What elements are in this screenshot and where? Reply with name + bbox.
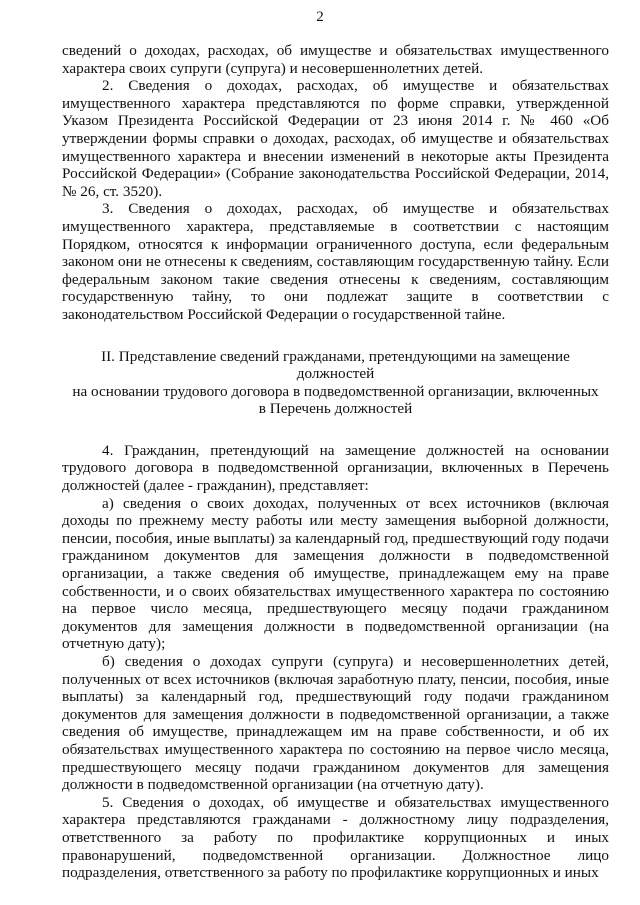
paragraph-3: 3. Сведения о доходах, расходах, об имуществе и обязательствах имущественного характера, представляемые в соответствии с настоящим Порядком, относятся к информации ограниченного доступа, если федеральным законом они не отнесены к сведениям, составляющим государственную тайну. Если федеральным законом такие сведения отнесены к сведениям, составляющим государственную тайну, то они подлежат защите в соответствии с законодательством Российской Федерации о государственной тайне. — [62, 200, 609, 323]
section-heading-line: на основании трудового договора в подведомственной организации, включенных — [72, 382, 599, 400]
paragraph-4: 4. Гражданин, претендующий на замещение должностей на основании трудового договора в подведомственной организации, включенных в Перечень должностей (далее - гражданин), представляет: — [62, 441, 609, 495]
paragraph-continuation: сведений о доходах, расходах, об имуществе и обязательствах имущественного характера своих супруги (супруга) и несовершеннолетних детей. — [62, 42, 609, 77]
section-heading-line: в Перечень должностей — [258, 400, 413, 418]
paragraph-4b: б) сведения о доходах супруги (супруга) и несовершеннолетних детей, полученных от всех источников (включая заработную плату, пенсии, пособия, иные выплаты) за календарный год, предшествующий году подачи гражданином документов для замещения должности в подведомственной организации, а также сведения об имуществе, принадлежащем им на праве собственности, и об их обязательствах имущественного характера по состоянию на первое число месяца, предшествующего месяцу подачи гражданином документов для замещения должности в подведомственной организации (на отчетную дату). — [62, 653, 609, 794]
paragraph-5: 5. Сведения о доходах, об имуществе и обязательствах имущественного характера представляются гражданами - должностному лицу подразделения, ответственного за работу по профилактике коррупционных и иных правонарушений, подведомственной организации. Должностное лицо подразделения, ответственного за работу по профилактике коррупционных и иных — [62, 793, 609, 882]
document-body — [62, 42, 609, 882]
paragraph-2: 2. Сведения о доходах, расходах, об имуществе и обязательствах имущественного характера представляются по форме справки, утвержденной Указом Президента Российской Федерации от 23 июня 2014 г. № 460 «Об утверждении формы справки о доходах, расходах, об имуществе и обязательствах имущественного характера и внесении изменений в некоторые акты Президента Российской Федерации» (Собрание законодательства Российской Федерации, 2014, № 26, ст. 3520). — [62, 77, 609, 200]
section-heading — [62, 348, 609, 418]
page-number: 2 — [316, 9, 324, 25]
paragraph-4a: а) сведения о своих доходах, полученных от всех источников (включая доходы по прежнему месту работы или месту замещения выборной должности, пенсии, пособия, иные выплаты) за календарный год, предшествующий году подачи гражданином документов для замещения должности в подведомственной организации, а также сведения об имуществе, принадлежащем ему на праве собственности, и о своих обязательствах имущественного характера по состоянию на первое число месяца, предшествующего месяцу подачи гражданином документов для замещения должности в подведомственной организации (на отчетную дату); — [62, 494, 609, 653]
section-heading-line: II. Представление сведений гражданами, претендующими на замещение должностей — [101, 347, 570, 383]
